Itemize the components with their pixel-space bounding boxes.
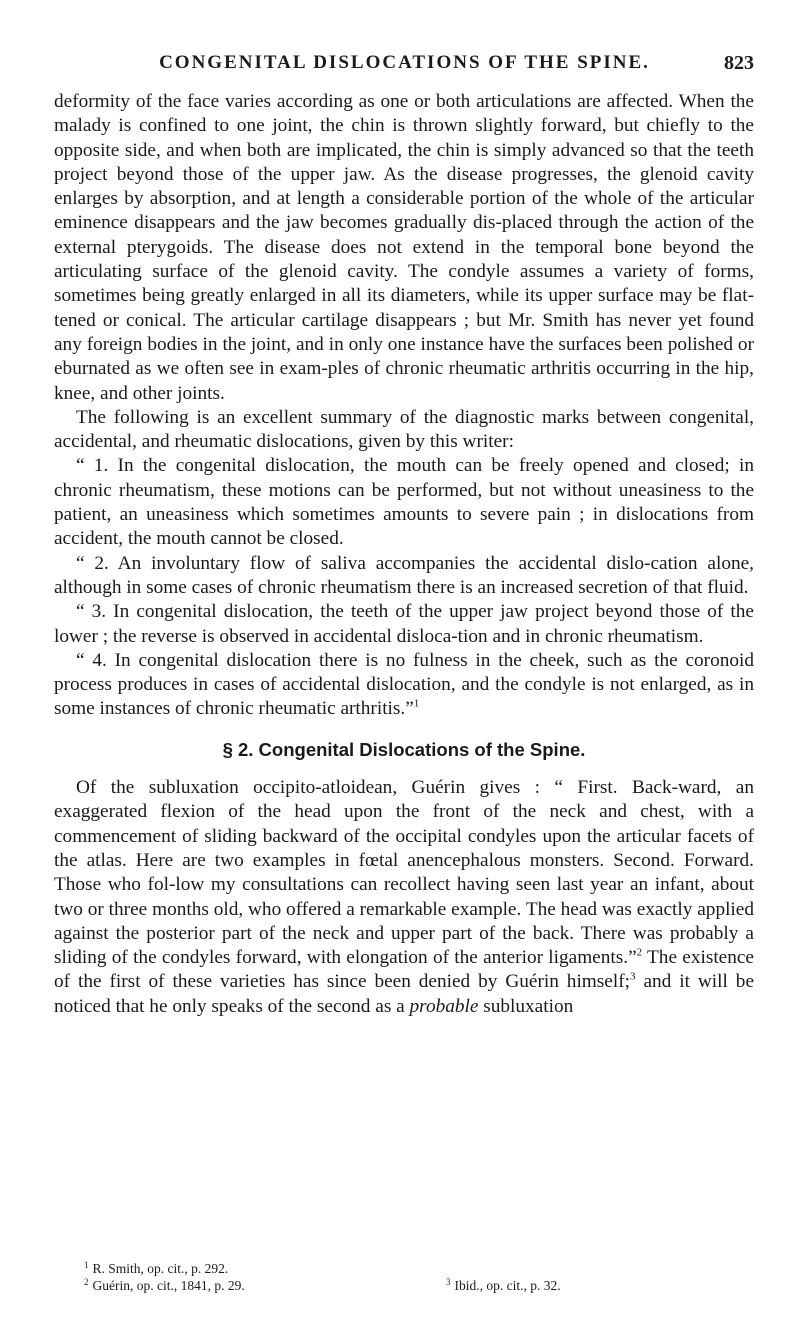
paragraph-subluxation (54, 776, 754, 1019)
footnote-row-2 (84, 1277, 754, 1294)
page-header (115, 52, 754, 82)
footnote-ref-3: 3 (630, 970, 636, 983)
subluxation-text-b: The existence of the first of these varieties has since been denied by Guérin himself; (54, 947, 754, 993)
paragraph-summary-intro: The following is an excellent summary of the diagnostic marks between congenital, accidental, and rheumatic dislocations, given by this writer: (54, 406, 754, 453)
footnote-2-mark: 2 (84, 1276, 89, 1287)
paragraph-continuation: deformity of the face varies according as one or both articulations are affected. When the malady is confined to one joint, the chin is thrown slightly forward, but chiefly to the opposite side, and when both are implicated, the chin is simply advanced so that the teeth project beyond those of the upper jaw. As the disease progresses, the glenoid cavity enlarges by absorption, and at length a considerable portion of the whole of the articular eminence disappears and the jaw becomes gradually dis-placed through the action of the external pterygoids. The disease does not extend in the temporal bone beyond the articulating surface of the glenoid cavity. The condyle assumes a variety of forms, sometimes being greatly enlarged in all its diameters, while its upper surface may be flat-tened or conical. The articular cartilage disappears ; but Mr. Smith has never yet found any foreign bodies in the joint, and in only one instance have the surfaces been polished or eburnated as we often see in exam-ples of chronic rheumatic arthritis occurring in the hip, knee, and other joints. (54, 91, 754, 404)
footnote-2: Guérin, op. cit., 1841, p. 29. (92, 1278, 245, 1293)
footnote-ref-2: 2 (636, 946, 643, 959)
paragraph-point-1: “ 1. In the congenital dislocation, the mouth can be freely opened and closed; in chronic rheumatism, these motions can be performed, but not without uneasiness to the patient, an uneasiness which sometimes amounts to severe pain ; in dislocations from accident, the mouth cannot be closed. (54, 455, 754, 550)
italic-probable: probable (409, 995, 479, 1017)
body-text (54, 90, 754, 1019)
subluxation-text-d: subluxation (478, 995, 574, 1017)
point-4-text: “ 4. In congenital dislocation there is no fulness in the cheek, such as the coronoid process produces in cases of accidental dislocation, and the condyle is not enlarged, as in some instances of chronic rheumatic arthritis.” (54, 649, 754, 720)
footnote-1: R. Smith, op. cit., p. 292. (92, 1261, 229, 1276)
paragraph-point-3: “ 3. In congenital dislocation, the teeth of the upper jaw project beyond those of the lower ; the reverse is observed in accidental disloca-tion and in chronic rheumatism. (54, 601, 754, 647)
paragraph-point-4 (54, 649, 754, 722)
running-head: CONGENITAL DISLOCATIONS OF THE SPINE. (159, 52, 650, 73)
subluxation-text-a: Of the subluxation occipito-atloidean, Guérin gives : “ First. Back-ward, an exaggerated flexion of the head upon the front of the neck and chest, with a commencement of sliding backward of the occipital condyles upon the articular facets of the atlas. Here are two examples in fœtal anencephalous monsters. Second. Forward. Those who fol-low my consultations can recollect having seen last year an infant, about two or three months old, who offered a remarkable example. The head was exactly applied against the posterior part of the neck and upper part of the back. There was probably a sliding of the condyles forward, with elongation of the anterior ligaments.” (54, 777, 754, 969)
footnote-3: Ibid., op. cit., p. 32. (454, 1278, 561, 1293)
footnote-1-mark: 1 (84, 1259, 89, 1270)
paragraph-point-2: “ 2. An involuntary flow of saliva accompanies the accidental dislo-cation alone, although in some cases of chronic rheumatism there is an increased secretion of that fluid. (54, 552, 754, 598)
page-number: 823 (724, 52, 754, 74)
subluxation-text-c: and it will be noticed that he only speaks of the second as a (54, 971, 755, 1017)
footnote-row-1 (84, 1260, 754, 1277)
footnotes (84, 1260, 754, 1294)
section-heading: § 2. Congenital Dislocations of the Spine. (222, 738, 586, 760)
footnote-3-wrap (446, 1277, 561, 1294)
footnote-ref-1: 1 (413, 698, 420, 710)
footnote-3-mark: 3 (446, 1276, 451, 1287)
